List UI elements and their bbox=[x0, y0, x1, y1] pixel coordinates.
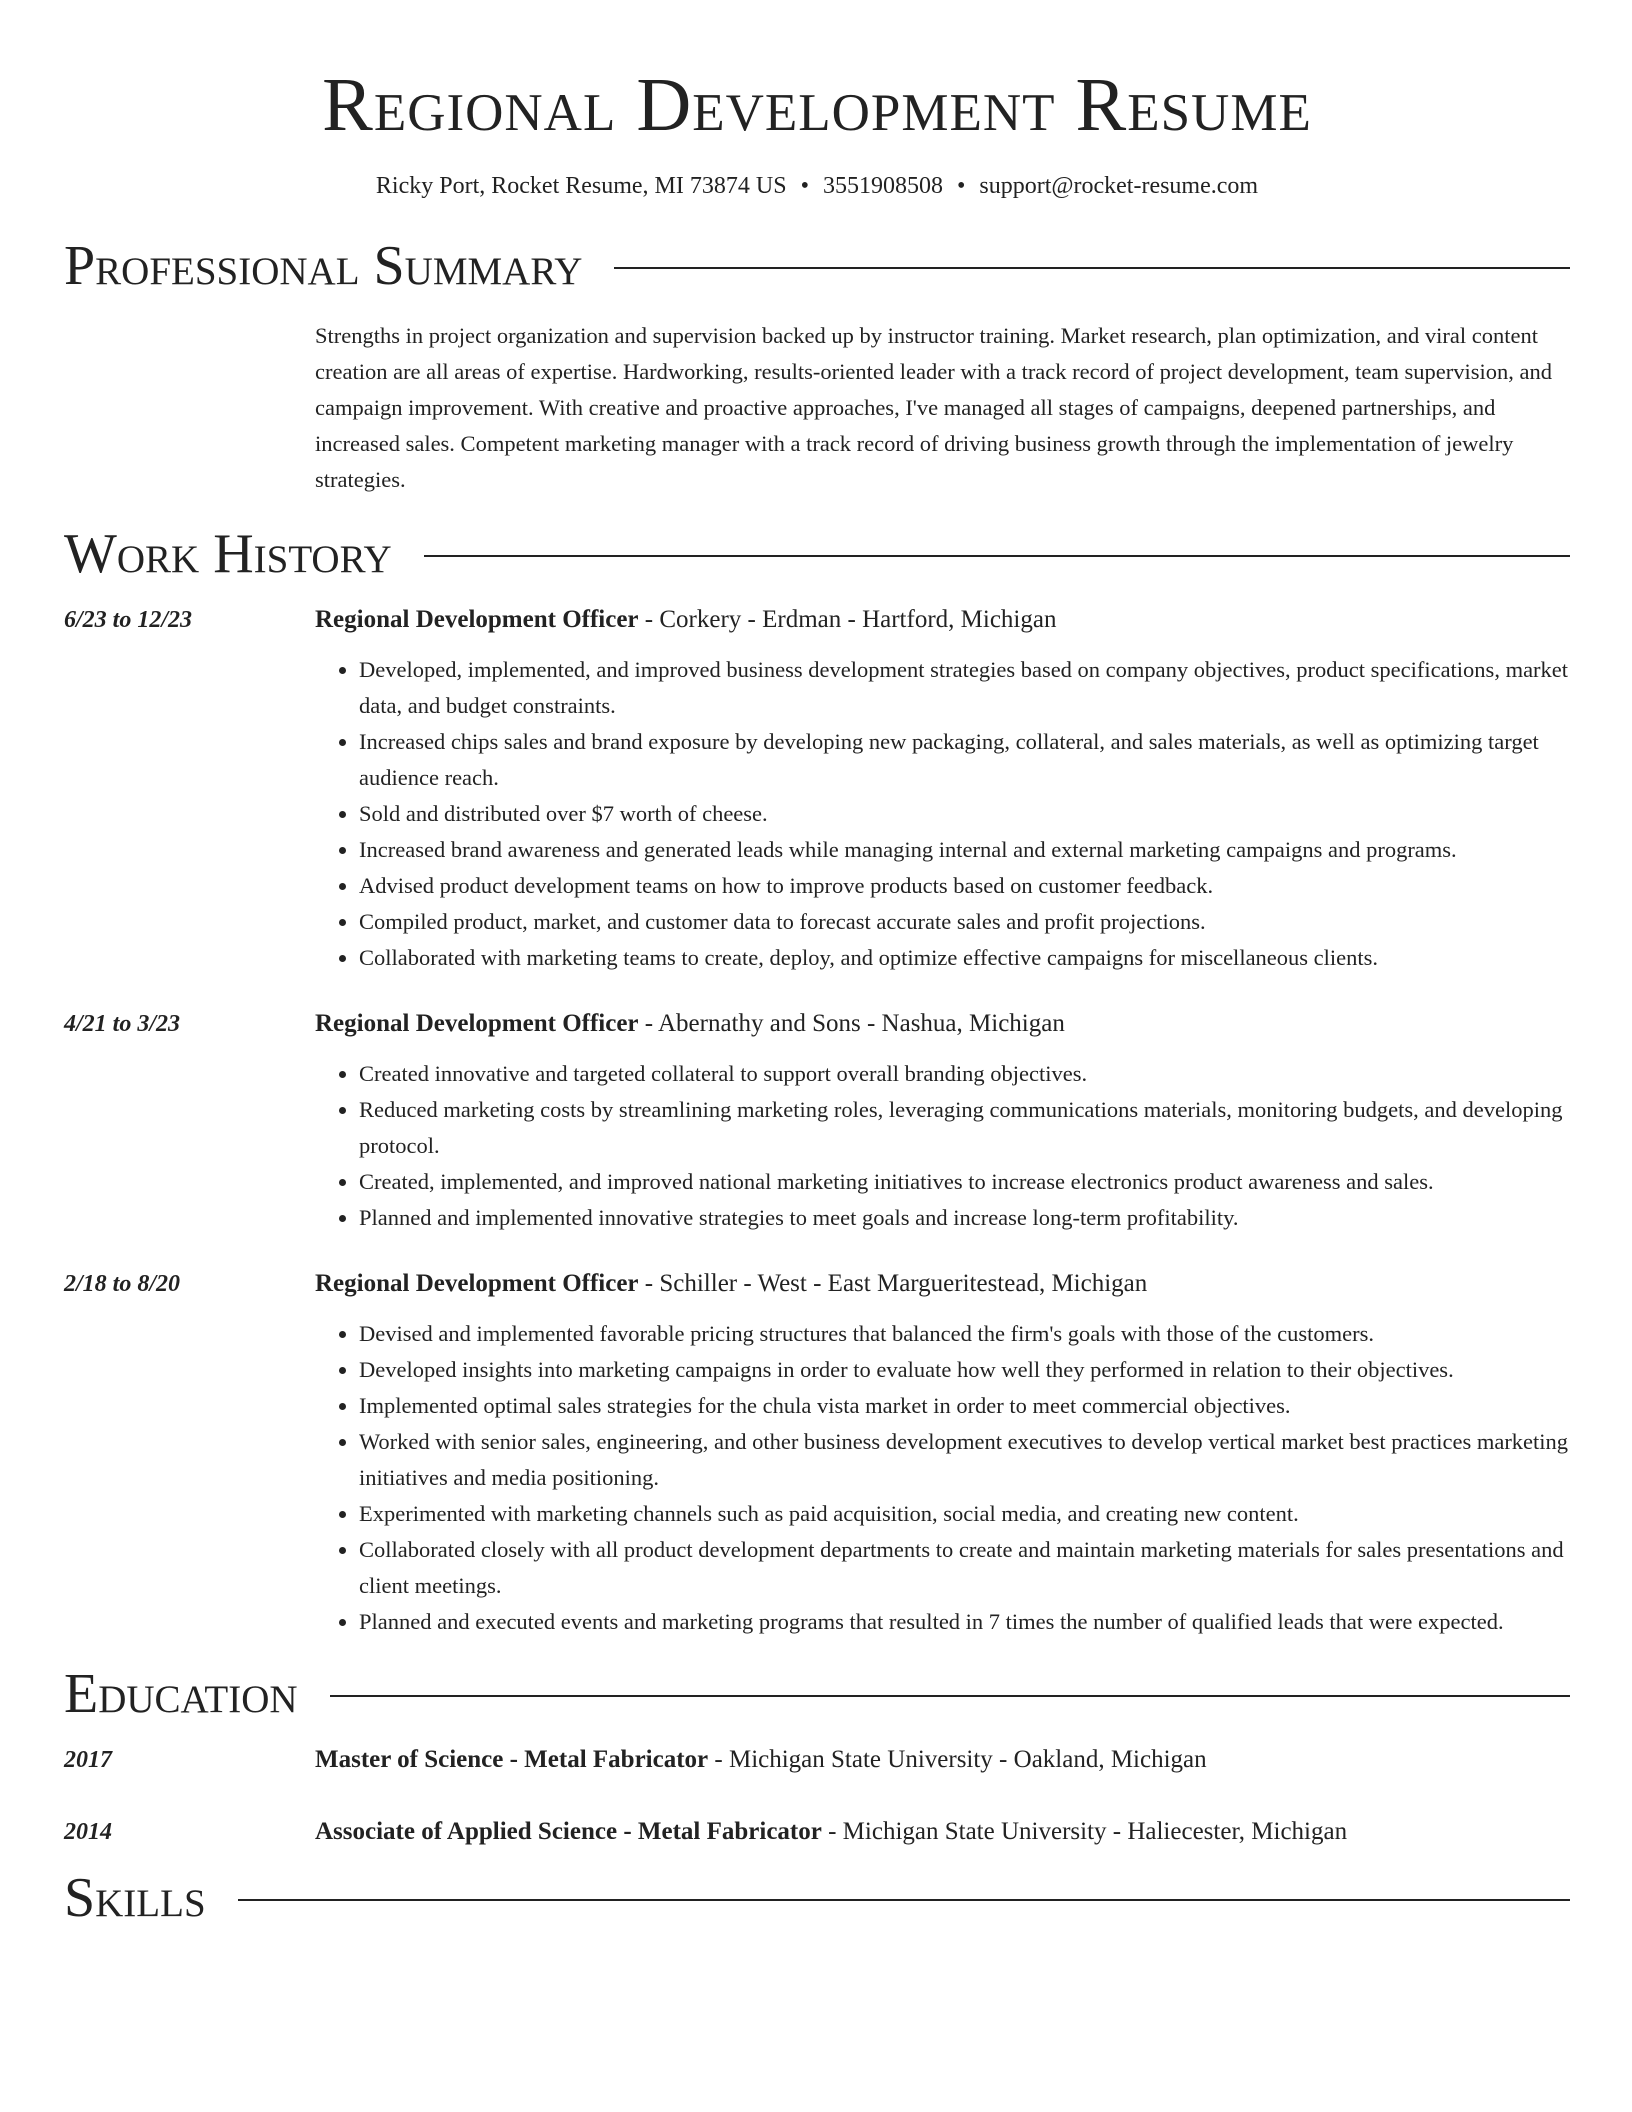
education-year: 2017 bbox=[64, 1747, 112, 1773]
education-heading bbox=[315, 1742, 1570, 1778]
education-entry bbox=[64, 1814, 1570, 1850]
section-title-work: Work History bbox=[64, 523, 392, 585]
section-header-education bbox=[64, 1662, 1570, 1726]
list-item: • Increased brand awareness and generated leads while managing internal and external marketing campaigns and programs. bbox=[359, 832, 1570, 868]
resume-page bbox=[64, 0, 1570, 1930]
education-degree: Associate of Applied Science - Metal Fabricator bbox=[315, 1818, 822, 1845]
education-details: - Michigan State University - Oakland, Michigan bbox=[708, 1746, 1207, 1773]
contact-phone: 3551908508 bbox=[822, 173, 943, 199]
job-body bbox=[315, 602, 1570, 976]
list-item: • Sold and distributed over $7 worth of cheese. bbox=[359, 796, 1570, 832]
section-header-skills bbox=[64, 1866, 1570, 1930]
list-item: • Advised product development teams on how to improve products based on customer feedback. bbox=[359, 868, 1570, 904]
job-body bbox=[315, 1266, 1570, 1640]
job-entry bbox=[64, 602, 1570, 976]
list-item: • Implemented optimal sales strategies for the chula vista market in order to meet commercial objectives. bbox=[359, 1388, 1570, 1424]
list-item: • Collaborated with marketing teams to create, deploy, and optimize effective campaigns for miscellaneous clients. bbox=[359, 940, 1570, 976]
list-item: • Compiled product, market, and customer data to forecast accurate sales and profit projections. bbox=[359, 904, 1570, 940]
list-item: • Planned and executed events and marketing programs that resulted in 7 times the number of qualified leads that were expected. bbox=[359, 1604, 1570, 1640]
list-item: • Reduced marketing costs by streamlining marketing roles, leveraging communications materials, monitoring budgets, and developing protocol. bbox=[359, 1092, 1570, 1164]
section-divider bbox=[238, 1899, 1570, 1901]
job-heading bbox=[315, 1006, 1570, 1042]
job-heading bbox=[315, 1266, 1570, 1302]
job-details: - Corkery - Erdman - Hartford, Michigan bbox=[638, 606, 1057, 633]
job-details: - Schiller - West - East Margueritestead, Michigan bbox=[638, 1270, 1148, 1297]
section-divider bbox=[424, 555, 1570, 557]
list-item: • Worked with senior sales, engineering, and other business development executives to develop vertical market best practices marketing initiatives and media positioning. bbox=[359, 1424, 1570, 1496]
education-heading bbox=[315, 1814, 1570, 1850]
job-date: 2/18 to 8/20 bbox=[64, 1271, 181, 1297]
education-entry bbox=[64, 1742, 1570, 1778]
page-title: Regional Development Resume bbox=[322, 63, 1312, 147]
education-year: 2014 bbox=[64, 1819, 112, 1845]
job-bullets bbox=[315, 1316, 1570, 1640]
education-body bbox=[315, 1742, 1570, 1778]
section-title-summary: Professional Summary bbox=[64, 235, 583, 297]
job-title: Regional Development Officer bbox=[315, 1010, 639, 1037]
job-entry bbox=[64, 1006, 1570, 1236]
job-details: - Abernathy and Sons - Nashua, Michigan bbox=[638, 1010, 1065, 1037]
education-degree: Master of Science - Metal Fabricator bbox=[315, 1746, 709, 1773]
job-bullets bbox=[315, 1056, 1570, 1236]
list-item: • Collaborated closely with all product development departments to create and maintain marketing materials for sales presentations and client meetings. bbox=[359, 1532, 1570, 1604]
section-title-education: Education bbox=[64, 1663, 298, 1725]
job-date: 4/21 to 3/23 bbox=[64, 1011, 181, 1037]
section-header-work bbox=[64, 522, 1570, 586]
section-divider bbox=[614, 267, 1570, 269]
job-title: Regional Development Officer bbox=[315, 1270, 639, 1297]
contact-email: support@rocket-resume.com bbox=[979, 173, 1259, 199]
job-date: 6/23 to 12/23 bbox=[64, 607, 193, 633]
education-body bbox=[315, 1814, 1570, 1850]
list-item: • Created innovative and targeted collateral to support overall branding objectives. bbox=[359, 1056, 1570, 1092]
job-body bbox=[315, 1006, 1570, 1236]
contact-separator: • bbox=[800, 173, 809, 199]
contact-line bbox=[64, 170, 1570, 202]
section-title-skills: Skills bbox=[64, 1867, 206, 1929]
summary-text: Strengths in project organization and supervision backed up by instructor training. Market research, plan optimization, and viral content creation are all areas of expertise. Hardworking, results-oriented leader with a track record of project development, team supervision, and campaign improvement. With creative and proactive approaches, I've managed all stages of campaigns, deepened partnerships, and increased sales. Competent marketing manager with a track record of driving business growth through the implementation of jewelry strategies. bbox=[315, 323, 1552, 492]
section-header-summary bbox=[64, 234, 1570, 298]
contact-separator: • bbox=[956, 173, 966, 199]
job-entry bbox=[64, 1266, 1570, 1640]
list-item: • Increased chips sales and brand exposure by developing new packaging, collateral, and sales materials, as well as optimizing target audience reach. bbox=[359, 724, 1570, 796]
list-item: • Experimented with marketing channels such as paid acquisition, social media, and creating new content. bbox=[359, 1496, 1570, 1532]
job-title: Regional Development Officer bbox=[315, 606, 639, 633]
list-item: • Planned and implemented innovative strategies to meet goals and increase long-term profitability. bbox=[359, 1200, 1570, 1236]
section-divider bbox=[330, 1695, 1570, 1697]
job-bullets bbox=[315, 652, 1570, 976]
list-item: • Developed insights into marketing campaigns in order to evaluate how well they performed in relation to their objectives. bbox=[359, 1352, 1570, 1388]
contact-address: Ricky Port, Rocket Resume, MI 73874 US bbox=[375, 173, 787, 199]
list-item: • Created, implemented, and improved national marketing initiatives to increase electronics product awareness and sales. bbox=[359, 1164, 1570, 1200]
list-item: • Devised and implemented favorable pricing structures that balanced the firm's goals with those of the customers. bbox=[359, 1316, 1570, 1352]
job-heading bbox=[315, 602, 1570, 638]
list-item: • Developed, implemented, and improved business development strategies based on company objectives, product specifications, market data, and budget constraints. bbox=[359, 652, 1570, 724]
education-details: - Michigan State University - Haliecester, Michigan bbox=[821, 1818, 1348, 1845]
